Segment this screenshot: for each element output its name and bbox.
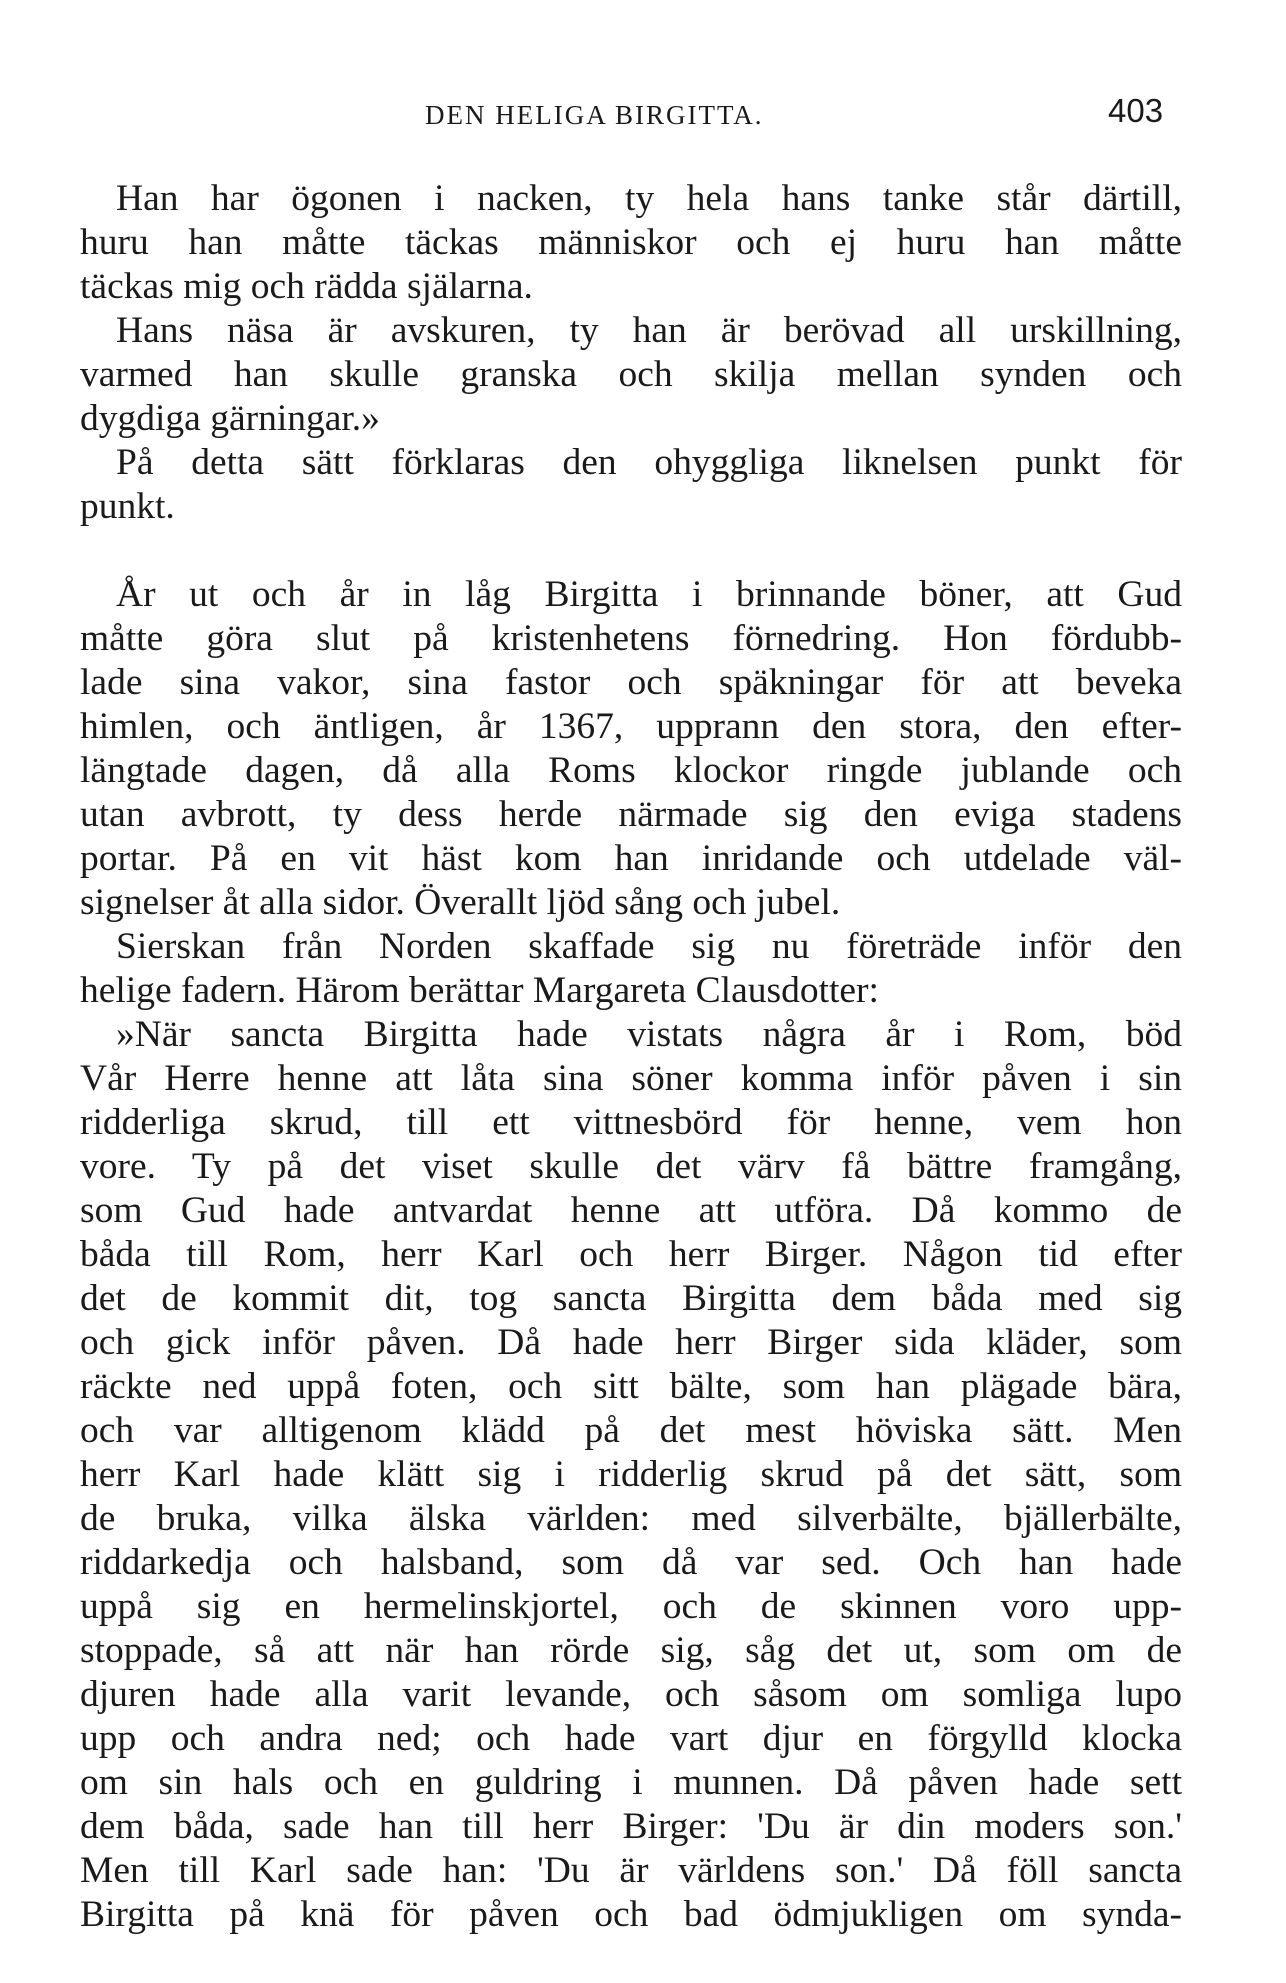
text-line: Hans näsa är avskuren, ty han är berövad all urskillning,: [116, 310, 1182, 351]
running-title: DEN HELIGA BIRGITTA.: [425, 100, 764, 130]
text-line: om sin hals och en guldring i munnen. Då påven hade sett: [80, 1762, 1182, 1803]
text-line: och gick inför påven. Då hade herr Birger sida kläder, som: [80, 1322, 1182, 1363]
text-line: uppå sig en hermelinskjortel, och de skinnen voro upp-: [80, 1586, 1182, 1627]
paragraph-gap: [80, 529, 1182, 573]
text-line: lade sina vakor, sina fastor och späkningar för att beveka: [80, 662, 1182, 703]
text-line: Birgitta på knä för påven och bad ödmjukligen om synda-: [80, 1894, 1182, 1935]
text-line: dygdiga gärningar.»: [80, 398, 380, 439]
text-line: herr Karl hade klätt sig i ridderlig skrud på det sätt, som: [80, 1454, 1182, 1495]
text-line: täckas mig och rädda själarna.: [80, 266, 533, 307]
text-line: djuren hade alla varit levande, och såsom om somliga lupo: [80, 1674, 1182, 1715]
text-line: ridderliga skrud, till ett vittnesbörd för henne, vem hon: [80, 1102, 1182, 1143]
text-line: På detta sätt förklaras den ohyggliga liknelsen punkt för: [116, 442, 1182, 483]
text-line: och var alltigenom klädd på det mest höviska sätt. Men: [80, 1410, 1182, 1451]
page-number: 403: [1108, 92, 1164, 129]
text-line: de bruka, vilka älska världen: med silverbälte, bjällerbälte,: [80, 1498, 1182, 1539]
text-line: räckte ned uppå foten, och sitt bälte, som han plägade bära,: [80, 1366, 1182, 1407]
text-line: portar. På en vit häst kom han inridande och utdelade väl-: [80, 838, 1182, 879]
text-line: År ut och år in låg Birgitta i brinnande böner, att Gud: [116, 574, 1182, 615]
text-line: upp och andra ned; och hade vart djur en förgylld klocka: [80, 1718, 1182, 1759]
text-line: utan avbrott, ty dess herde närmade sig den eviga stadens: [80, 794, 1182, 835]
text-line: Men till Karl sade han: 'Du är världens son.' Då föll sancta: [80, 1850, 1182, 1891]
text-line: riddarkedja och halsband, som då var sed. Och han hade: [80, 1542, 1182, 1583]
text-line: Han har ögonen i nacken, ty hela hans tanke står därtill,: [116, 178, 1182, 219]
text-line: helige fadern. Härom berättar Margareta Clausdotter:: [80, 970, 879, 1011]
text-line: punkt.: [80, 486, 175, 527]
running-head: [0, 92, 1286, 142]
text-line: som Gud hade antvardat henne att utföra. Då kommo de: [80, 1190, 1182, 1231]
text-line: måtte göra slut på kristenhetens förnedring. Hon fördubb-: [80, 618, 1182, 659]
text-line: dem båda, sade han till herr Birger: 'Du är din moders son.': [80, 1806, 1182, 1847]
text-line: vore. Ty på det viset skulle det värv få bättre framgång,: [80, 1146, 1182, 1187]
text-line: huru han måtte täckas människor och ej huru han måtte: [80, 222, 1182, 263]
text-line: båda till Rom, herr Karl och herr Birger. Någon tid efter: [80, 1234, 1182, 1275]
body-text: [80, 177, 1182, 1937]
text-line: det de kommit dit, tog sancta Birgitta dem båda med sig: [80, 1278, 1182, 1319]
text-line: Sierskan från Norden skaffade sig nu företräde inför den: [116, 926, 1182, 967]
text-line: längtade dagen, då alla Roms klockor ringde jublande och: [80, 750, 1182, 791]
text-line: signelser åt alla sidor. Överallt ljöd sång och jubel.: [80, 882, 841, 923]
text-line: stoppade, så att när han rörde sig, såg det ut, som om de: [80, 1630, 1182, 1671]
text-line: himlen, och äntligen, år 1367, upprann den stora, den efter-: [80, 706, 1182, 747]
text-line: Vår Herre henne att låta sina söner komma inför påven i sin: [80, 1058, 1182, 1099]
text-line: »När sancta Birgitta hade vistats några år i Rom, böd: [116, 1014, 1182, 1055]
text-line: varmed han skulle granska och skilja mellan synden och: [80, 354, 1182, 395]
